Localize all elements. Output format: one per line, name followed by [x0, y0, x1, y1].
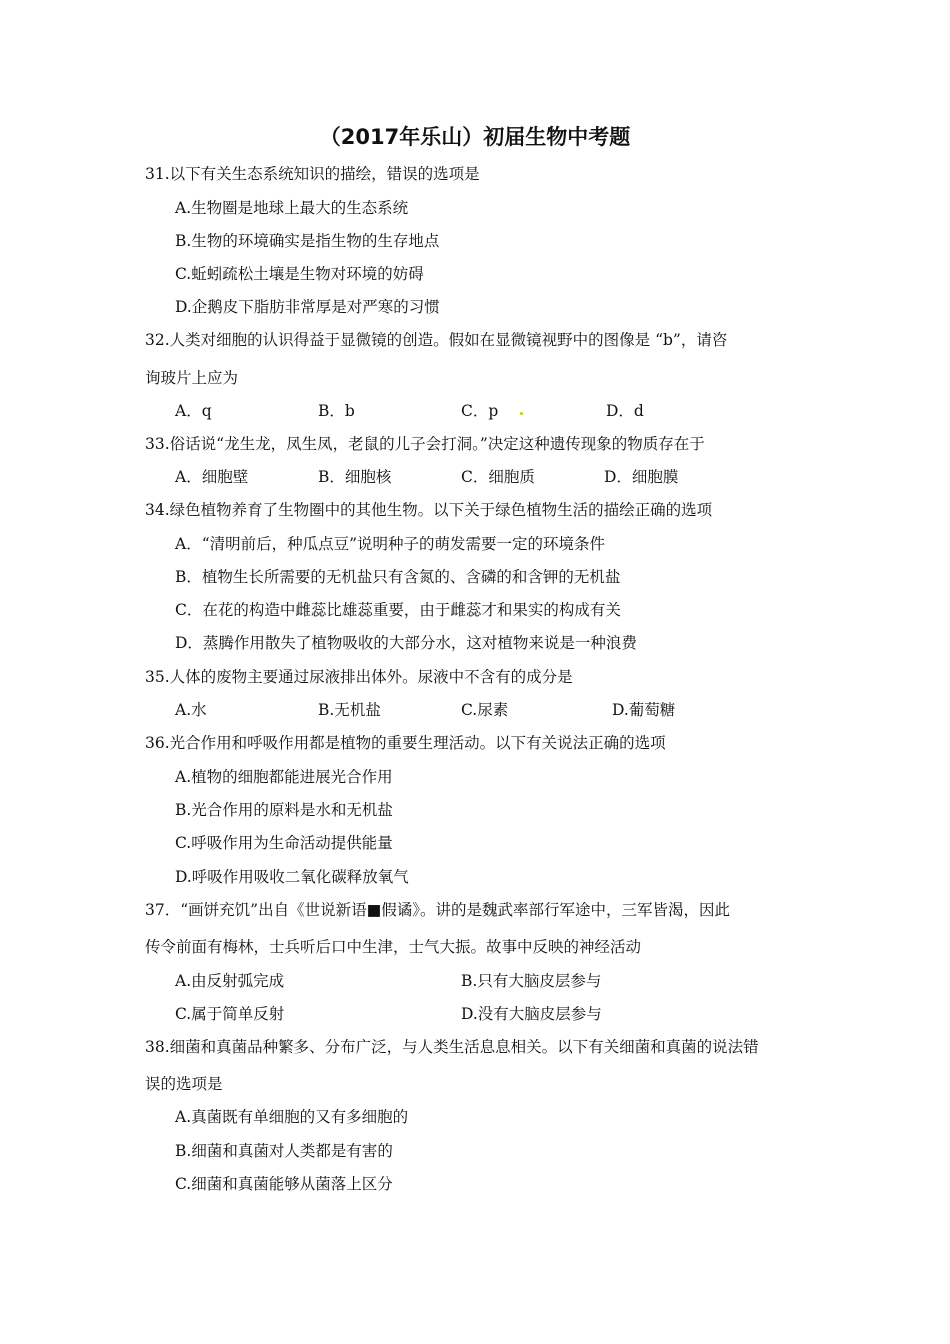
question-35-stem: 35.人体的废物主要通过尿液排出体外。尿液中不含有的成分是 [145, 668, 573, 686]
question-37-option-a: A.由反射弧完成 [175, 972, 285, 990]
question-36-option-c: C.呼吸作用为生命活动提供能量 [175, 834, 393, 852]
question-37-stem-line-2: 传令前面有梅林，士兵听后口中生津，士气大振。故事中反映的神经活动 [145, 938, 642, 956]
question-38-stem-line-2: 误的选项是 [145, 1075, 223, 1093]
question-33-option-b: B．细胞核 [318, 468, 392, 486]
scan-speck [520, 412, 523, 415]
question-35-option-c: C.尿素 [461, 701, 509, 719]
question-32-option-c: C．p [461, 402, 499, 420]
question-32-stem-line-2: 询玻片上应为 [145, 369, 239, 387]
question-36-stem: 36.光合作用和呼吸作用都是植物的重要生理活动。以下有关说法正确的选项 [145, 734, 666, 752]
question-38-option-b: B.细菌和真菌对人类都是有害的 [175, 1142, 393, 1160]
question-37-stem-line-1: 37．“画饼充饥”出自《世说新语■假谲》。讲的是魏武率部行军途中，三军皆渴，因此 [145, 901, 730, 919]
question-31-option-d: D.企鹅皮下脂肪非常厚是对严寒的习惯 [175, 298, 440, 316]
question-31-option-b: B.生物的环境确实是指生物的生存地点 [175, 232, 440, 250]
question-34-option-b: B．植物生长所需要的无机盐只有含氮的、含磷的和含钾的无机盐 [175, 568, 621, 586]
question-37-option-b: B.只有大脑皮层参与 [461, 972, 602, 990]
question-34-stem: 34.绿色植物养育了生物圈中的其他生物。以下关于绿色植物生活的描绘正确的选项 [145, 501, 713, 519]
question-33-stem: 33.俗话说“龙生龙，凤生凤，老鼠的儿子会打洞。”决定这种遗传现象的物质存在于 [145, 435, 705, 453]
question-32-stem-line-1: 32.人类对细胞的认识得益于显微镜的创造。假如在显微镜视野中的图像是 “b”，请咨 [145, 331, 728, 349]
question-37-option-d: D.没有大脑皮层参与 [461, 1005, 602, 1023]
question-34-option-c: C．在花的构造中雌蕊比雄蕊重要，由于雌蕊才和果实的构成有关 [175, 601, 621, 619]
page-title: （2017年乐山）初届生物中考题 [319, 125, 631, 149]
question-35-option-a: A.水 [175, 701, 207, 719]
question-37-option-c: C.属于简单反射 [175, 1005, 285, 1023]
question-36-option-a: A.植物的细胞都能进展光合作用 [175, 768, 393, 786]
question-34-option-d: D．蒸腾作用散失了植物吸收的大部分水，这对植物来说是一种浪费 [175, 634, 637, 652]
question-32-option-b: B．b [318, 402, 355, 420]
question-33-option-d: D．细胞膜 [604, 468, 679, 486]
question-38-option-c: C.细菌和真菌能够从菌落上区分 [175, 1175, 393, 1193]
question-31-option-c: C.蚯蚓疏松土壤是生物对环境的妨碍 [175, 265, 424, 283]
question-33-option-a: A．细胞壁 [175, 468, 249, 486]
question-31-stem: 31.以下有关生态系统知识的描绘，错误的选项是 [145, 165, 480, 183]
question-34-option-a: A．“清明前后，种瓜点豆”说明种子的萌发需要一定的环境条件 [175, 535, 606, 553]
question-32-option-a: A．q [175, 402, 212, 420]
question-35-option-b: B.无机盐 [318, 701, 381, 719]
question-36-option-b: B.光合作用的原料是水和无机盐 [175, 801, 393, 819]
question-33-option-c: C．细胞质 [461, 468, 535, 486]
question-36-option-d: D.呼吸作用吸收二氧化碳释放氧气 [175, 868, 409, 886]
question-35-option-d: D.葡萄糖 [612, 701, 676, 719]
question-38-option-a: A.真菌既有单细胞的又有多细胞的 [175, 1108, 409, 1126]
question-31-option-a: A.生物圈是地球上最大的生态系统 [175, 199, 409, 217]
question-38-stem-line-1: 38.细菌和真菌品种繁多、分布广泛，与人类生活息息相关。以下有关细菌和真菌的说法错 [145, 1038, 759, 1056]
question-32-option-d: D．d [606, 402, 644, 420]
